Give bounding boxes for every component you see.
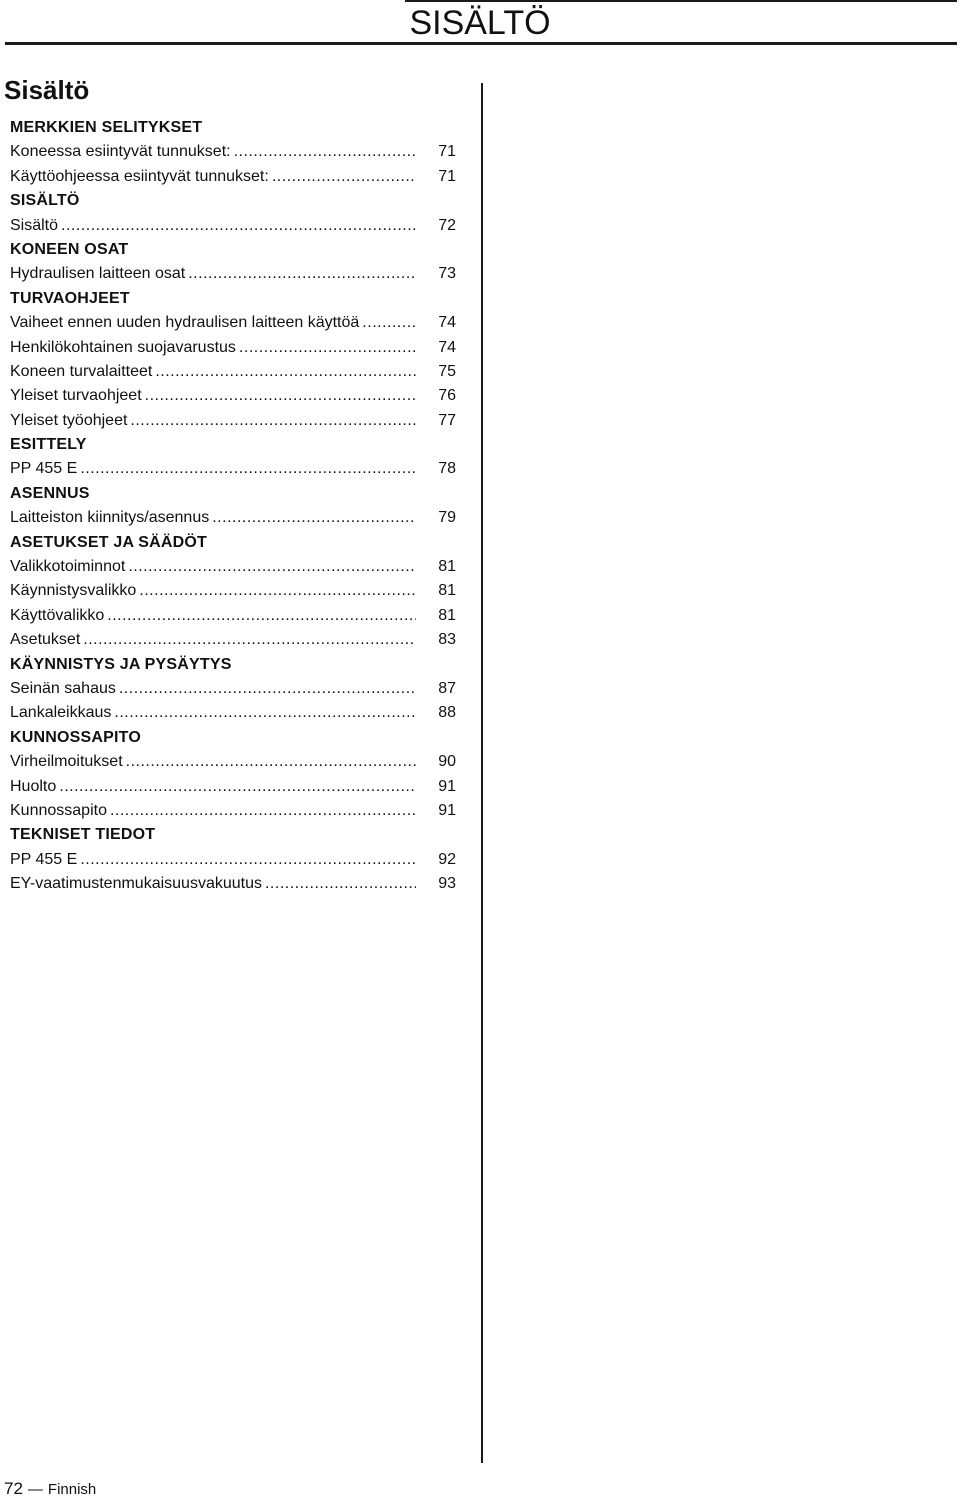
toc-entry-label: Vaiheet ennen uuden hydraulisen laitteen käyttöä (10, 314, 360, 332)
dot-leader (83, 628, 416, 652)
toc-entry-page: 93 (438, 875, 456, 893)
toc-entry (10, 384, 456, 408)
toc-entry-line (10, 701, 456, 725)
toc-entry-page: 87 (438, 679, 456, 697)
toc-entry-line (10, 506, 456, 530)
dot-leader (362, 311, 416, 335)
toc-entry-page: 71 (438, 143, 456, 161)
toc-section-heading: TEKNISET TIEDOT (10, 826, 156, 844)
toc-entry (10, 872, 456, 896)
toc-section-heading: KONEEN OSAT (10, 240, 129, 258)
toc-entry-page: 74 (438, 314, 456, 332)
dot-leader (265, 872, 416, 896)
toc-entry-label: Käynnistysvalikko (10, 582, 137, 600)
toc-entry-label: PP 455 E (10, 850, 78, 868)
toc-section-heading: ESITTELY (10, 436, 87, 454)
toc-entry-line (10, 555, 456, 579)
toc-entry-line (10, 604, 456, 628)
dot-leader (61, 214, 416, 238)
toc-entry-line (10, 775, 456, 799)
toc-entry-line (10, 872, 456, 896)
toc-entry-page: 88 (438, 704, 456, 722)
toc-entry-page: 73 (438, 265, 456, 283)
toc-entry-page: 76 (438, 387, 456, 405)
toc-entry-label: Koneen turvalaitteet (10, 362, 153, 380)
toc-entry (10, 677, 456, 701)
dot-leader (234, 140, 416, 164)
toc-section-heading: TURVAOHJEET (10, 289, 130, 307)
toc-entry-label: Käyttöohjeessa esiintyvät tunnukset: (10, 167, 269, 185)
toc-entry (10, 799, 456, 823)
toc-entry-label: Sisältö (10, 216, 59, 234)
toc-entry-label: EY-vaatimustenmukaisuusvakuutus (10, 875, 262, 893)
dot-leader (110, 799, 416, 823)
toc-entry (10, 140, 456, 164)
footer-language: Finnish (47, 1481, 97, 1498)
toc-entry (10, 311, 456, 335)
toc-entry-label: Valikkotoiminnot (10, 558, 126, 576)
toc-entry-line (10, 165, 456, 189)
toc-entry-line (10, 360, 456, 384)
toc-entry (10, 848, 456, 872)
dot-leader (155, 360, 416, 384)
toc-entry-line (10, 848, 456, 872)
toc-entry (10, 628, 456, 652)
toc-entry (10, 579, 456, 603)
toc-entry-line (10, 799, 456, 823)
toc-entry (10, 604, 456, 628)
toc-entry-page: 81 (438, 606, 456, 624)
toc-entry-line (10, 409, 456, 433)
dot-leader (107, 604, 416, 628)
toc-entry (10, 214, 456, 238)
toc-entry-line (10, 311, 456, 335)
dot-leader (114, 701, 416, 725)
toc-entry (10, 360, 456, 384)
toc-entry-line (10, 677, 456, 701)
dot-leader (145, 384, 416, 408)
page-footer (4, 1480, 96, 1499)
toc-section-heading: SISÄLTÖ (10, 192, 80, 210)
toc-entry-line (10, 628, 456, 652)
table-of-contents (10, 116, 456, 897)
toc-entry (10, 506, 456, 530)
dot-leader (188, 262, 416, 286)
toc-entry-label: Asetukset (10, 631, 81, 649)
dot-leader (80, 457, 416, 481)
toc-entry-label: Henkilökohtainen suojavarustus (10, 338, 236, 356)
toc-entry-page: 78 (438, 460, 456, 478)
toc-section-heading: KÄYNNISTYS JA PYSÄYTYS (10, 655, 232, 673)
toc-entry (10, 165, 456, 189)
dot-leader (59, 775, 416, 799)
toc-entry-label: Koneessa esiintyvät tunnukset: (10, 143, 231, 161)
toc-entry-line (10, 750, 456, 774)
toc-entry (10, 336, 456, 360)
toc-entry-page: 91 (438, 777, 456, 795)
toc-entry-line (10, 457, 456, 481)
toc-entry-page: 90 (438, 753, 456, 771)
toc-entry-line (10, 336, 456, 360)
toc-entry-label: Lankaleikkaus (10, 704, 112, 722)
header-rule (5, 42, 957, 45)
toc-entry-label: Kunnossapito (10, 801, 107, 819)
toc-entry-line (10, 262, 456, 286)
toc-entry-line (10, 579, 456, 603)
toc-section-heading: ASENNUS (10, 484, 90, 502)
toc-entry-page: 74 (438, 338, 456, 356)
toc-entry-page: 92 (438, 850, 456, 868)
toc-entry (10, 555, 456, 579)
dot-leader (139, 579, 416, 603)
toc-section-heading: ASETUKSET JA SÄÄDÖT (10, 533, 208, 551)
toc-entry-label: Yleiset työohjeet (10, 411, 128, 429)
toc-entry (10, 750, 456, 774)
header-top-rule (405, 0, 957, 2)
toc-entry-label: PP 455 E (10, 460, 78, 478)
section-heading: Sisältö (4, 75, 90, 105)
toc-entry-label: Käyttövalikko (10, 606, 105, 624)
toc-entry (10, 457, 456, 481)
toc-entry-line (10, 214, 456, 238)
dot-leader (80, 848, 416, 872)
dot-leader (272, 165, 416, 189)
page-title: SISÄLTÖ (409, 4, 551, 42)
toc-entry-page: 79 (438, 509, 456, 527)
dot-leader (128, 555, 416, 579)
toc-entry-line (10, 140, 456, 164)
toc-entry-page: 71 (438, 167, 456, 185)
toc-entry-page: 75 (438, 362, 456, 380)
dot-leader (130, 409, 416, 433)
dot-leader (126, 750, 416, 774)
toc-entry-page: 81 (438, 558, 456, 576)
toc-entry-line (10, 384, 456, 408)
footer-separator: — (27, 1481, 43, 1498)
toc-entry-page: 91 (438, 801, 456, 819)
toc-entry-page: 83 (438, 631, 456, 649)
toc-entry-page: 81 (438, 582, 456, 600)
dot-leader (212, 506, 416, 530)
dot-leader (119, 677, 416, 701)
toc-entry-label: Hydraulisen laitteen osat (10, 265, 186, 283)
toc-entry (10, 775, 456, 799)
dot-leader (239, 336, 416, 360)
toc-entry-page: 77 (438, 411, 456, 429)
toc-entry-label: Yleiset turvaohjeet (10, 387, 142, 405)
toc-entry-page: 72 (438, 216, 456, 234)
toc-section-heading: KUNNOSSAPITO (10, 728, 142, 746)
toc-entry (10, 409, 456, 433)
toc-entry-label: Virheilmoitukset (10, 753, 123, 771)
toc-entry (10, 262, 456, 286)
toc-entry (10, 701, 456, 725)
footer-page-number: 72 (4, 1479, 23, 1498)
toc-entry-label: Huolto (10, 777, 57, 795)
column-divider (481, 83, 483, 1463)
toc-entry-label: Laitteiston kiinnitys/asennus (10, 509, 210, 527)
toc-section-heading: MERKKIEN SELITYKSET (10, 119, 203, 136)
toc-entry-label: Seinän sahaus (10, 679, 116, 697)
